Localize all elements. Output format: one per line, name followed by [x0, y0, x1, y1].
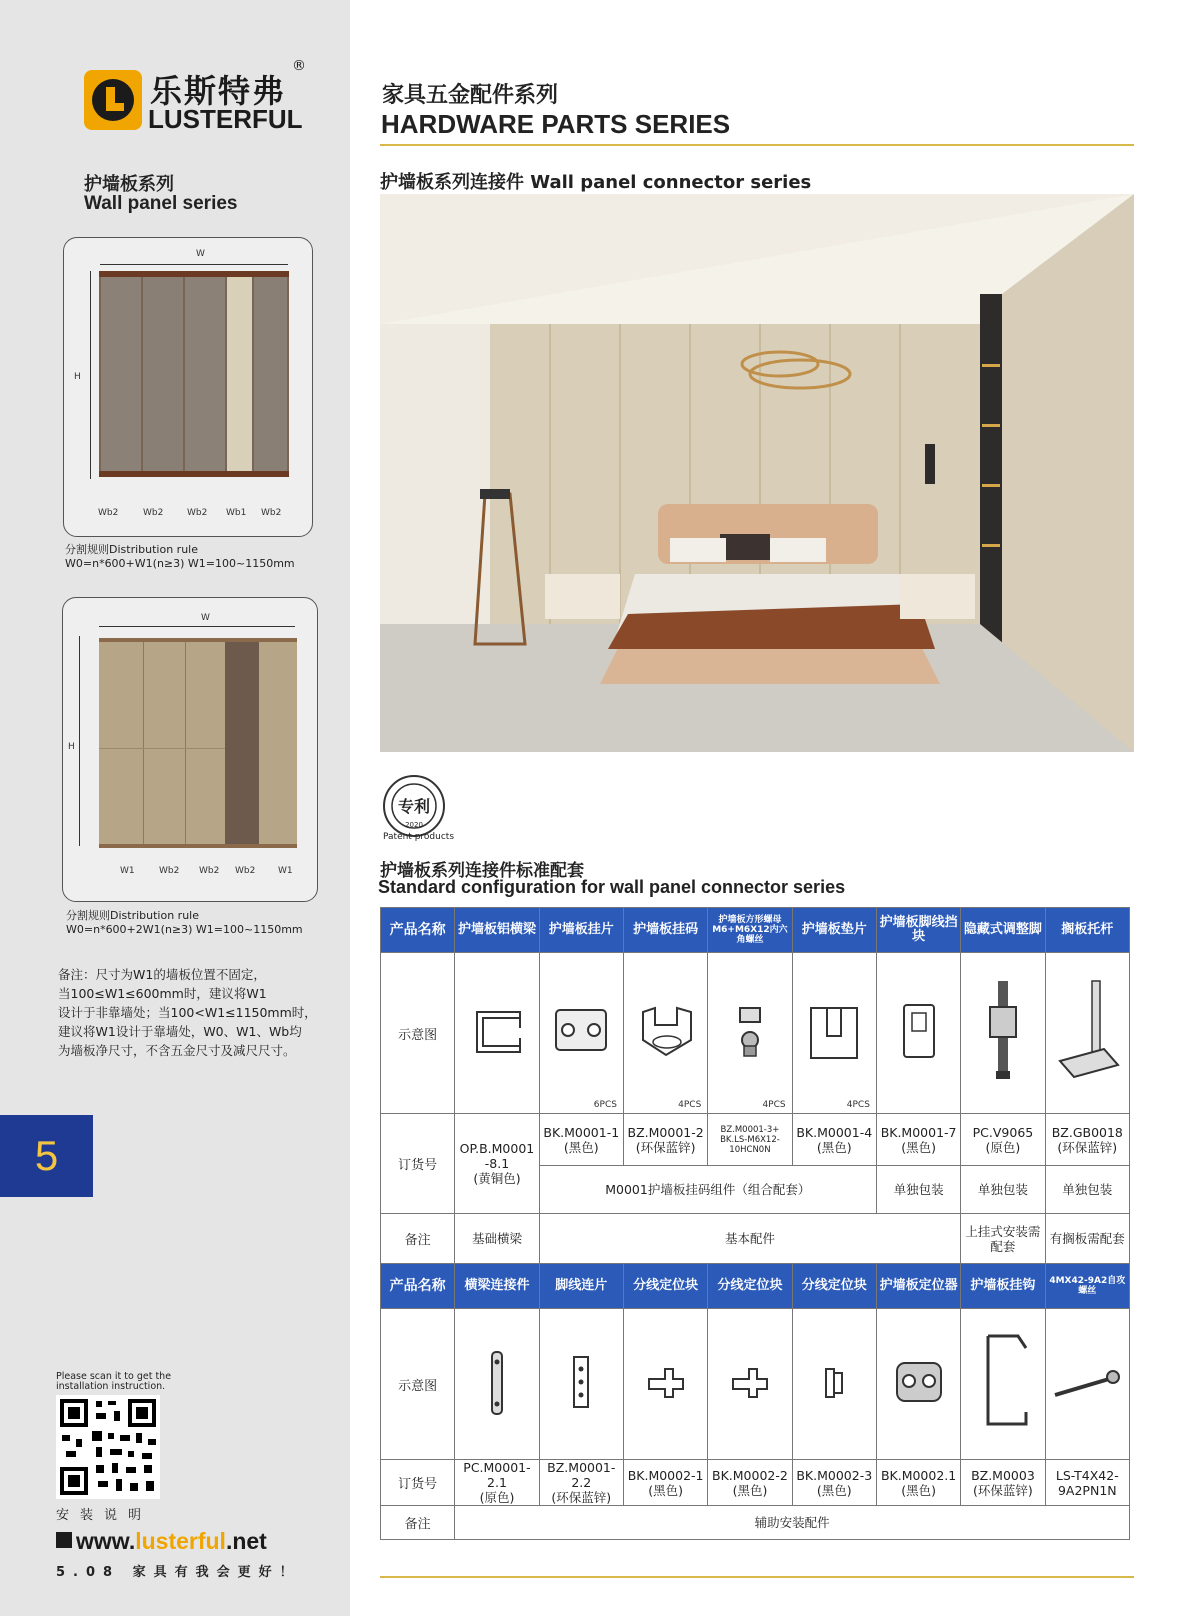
height-label: H — [74, 372, 81, 382]
remark-cell: 辅助安装配件 — [455, 1506, 1130, 1540]
table-header-cell: 产品名称 — [381, 908, 455, 953]
panel-width-label: Wb2 — [98, 508, 119, 518]
panel-width-label: Wb2 — [261, 508, 282, 518]
std-title-cn: 护墙板系列连接件标准配套 — [380, 861, 584, 881]
order-code: BZ.M0003 (环保蓝锌) — [961, 1460, 1045, 1506]
table-header-cell: 分线定位块 — [623, 1264, 707, 1309]
table-row — [381, 1214, 1130, 1264]
remark-cell: 有搁板需配套 — [1045, 1214, 1129, 1264]
panel-diagram-1 — [63, 237, 313, 537]
pcs-label: 6PCS — [593, 1100, 617, 1110]
order-code: BZ.M0001-3+ BK.LS-M6X12- 10HCN0N — [708, 1114, 792, 1166]
registered-mark: ® — [292, 58, 306, 74]
width-label: W — [201, 613, 210, 623]
table-row — [381, 953, 1130, 1114]
skirting-block-icon — [876, 953, 960, 1114]
table-header-cell: 脚线连片 — [539, 1264, 623, 1309]
slogan: 5.08 家具有我会更好！ — [56, 1565, 301, 1580]
table-header-cell: 护墙板挂钩 — [961, 1264, 1045, 1309]
order-code: BK.M0002-1 (黑色) — [623, 1460, 707, 1506]
scan-instruction: Please scan it to get the installation instruction. — [56, 1371, 172, 1392]
table-row — [381, 1309, 1130, 1460]
order-code: BK.M0002-3 (黑色) — [792, 1460, 876, 1506]
order-code: OP.B.M0001 -8.1 (黄铜色) — [455, 1114, 539, 1214]
skirting-link-icon — [539, 1309, 623, 1460]
remark-cell: 基础横梁 — [455, 1214, 539, 1264]
panel-width-label: W1 — [120, 866, 135, 876]
page-number: 5 — [0, 1115, 93, 1197]
table-row — [381, 1506, 1130, 1540]
shelf-support-icon — [1045, 953, 1129, 1114]
panel-width-label: Wb1 — [226, 508, 247, 518]
distribution-rule-2: 分割规则Distribution rule W0=n*600+2W1(n≥3) W1=100~1150mm — [66, 909, 303, 936]
std-title-en: Standard configuration for wall panel connector series — [378, 877, 846, 897]
row-label: 示意图 — [381, 1309, 455, 1460]
package-combo: M0001护墙板挂码组件（组合配套） — [539, 1166, 876, 1214]
adjustable-foot-icon — [961, 953, 1045, 1114]
hanging-code-icon — [623, 953, 707, 1114]
package-single: 单独包装 — [1045, 1166, 1129, 1214]
width-label: W — [196, 249, 205, 259]
remark-cell: 基本配件 — [539, 1214, 961, 1264]
table-header-cell: 护墙板定位器 — [876, 1264, 960, 1309]
table-header-cell: 分线定位块 — [792, 1264, 876, 1309]
order-code: BK.M0001-7 (黑色) — [876, 1114, 960, 1166]
order-code: BZ.GB0018 (环保蓝锌) — [1045, 1114, 1129, 1166]
table-header-cell: 护墙板方形螺母M6+M6X12内六角螺丝 — [708, 908, 792, 953]
patent-year: 2020 — [405, 821, 423, 829]
table-header-cell: 4MX42-9A2自攻螺丝 — [1045, 1264, 1129, 1309]
table-header-cell: 护墙板挂片 — [539, 908, 623, 953]
panel-locator-icon — [876, 1309, 960, 1460]
panel-diagram-2 — [62, 597, 318, 902]
table-row — [381, 1460, 1130, 1506]
pcs-label: 4PCS — [762, 1100, 786, 1110]
package-single: 单独包装 — [961, 1166, 1045, 1214]
patent-label: Patent products — [383, 832, 455, 842]
table-header-row — [381, 1264, 1130, 1309]
installation-manual-label: 安装说明 — [56, 1508, 153, 1523]
pcs-label: 4PCS — [846, 1100, 870, 1110]
table-header-row — [381, 908, 1130, 953]
header-title-en: HARDWARE PARTS SERIES — [381, 109, 731, 139]
row-label: 备注 — [381, 1506, 455, 1540]
height-label: H — [68, 742, 75, 752]
panel-width-label: Wb2 — [187, 508, 208, 518]
panel-width-label: Wb2 — [159, 866, 180, 876]
brand-name-en: LUSTERFUL — [148, 104, 303, 134]
hanging-plate-icon — [539, 953, 623, 1114]
order-code: BZ.M0001-2 (环保蓝锌) — [623, 1114, 707, 1166]
panel-width-label: W1 — [278, 866, 293, 876]
order-code: BK.M0001-4 (黑色) — [792, 1114, 876, 1166]
order-code: LS-T4X42- 9A2PN1N — [1045, 1460, 1129, 1506]
qr-code-icon[interactable] — [56, 1395, 160, 1499]
header-divider — [380, 144, 1134, 146]
order-code: BK.M0002-2 (黑色) — [708, 1460, 792, 1506]
order-code: BK.M0002.1 (黑色) — [876, 1460, 960, 1506]
section-title: 护墙板系列连接件 Wall panel connector series — [380, 172, 812, 193]
wall-panel-illustration-2 — [99, 638, 297, 848]
row-label: 订货号 — [381, 1114, 455, 1214]
table-header-cell: 护墙板铝横梁 — [455, 908, 539, 953]
table-header-cell: 横梁连接件 — [455, 1264, 539, 1309]
panel-width-label: Wb2 — [143, 508, 164, 518]
table-header-cell: 护墙板垫片 — [792, 908, 876, 953]
order-code: BK.M0001-1 (黑色) — [539, 1114, 623, 1166]
external-link-icon — [56, 1532, 72, 1548]
table-header-cell: 隐藏式调整脚 — [961, 908, 1045, 953]
website-url[interactable]: www.lusterful.net — [56, 1528, 267, 1555]
table-header-cell: 搁板托杆 — [1045, 908, 1129, 953]
positioning-block-icon — [792, 1309, 876, 1460]
footer-divider — [380, 1576, 1134, 1578]
remark-cell: 上挂式安装需配套 — [961, 1214, 1045, 1264]
spec-table — [380, 907, 1130, 1540]
patent-badge-icon — [380, 772, 448, 840]
panel-hook-icon — [961, 1309, 1045, 1460]
positioning-block-icon — [623, 1309, 707, 1460]
logo-icon — [84, 70, 142, 130]
pcs-label: 4PCS — [678, 1100, 702, 1110]
row-label: 示意图 — [381, 953, 455, 1114]
beam-connector-icon — [455, 1309, 539, 1460]
spacer-icon — [792, 953, 876, 1114]
panel-width-label: Wb2 — [199, 866, 220, 876]
tapping-screw-icon — [1045, 1309, 1129, 1460]
wall-panel-illustration-1 — [99, 271, 289, 477]
panel-width-label: Wb2 — [235, 866, 256, 876]
positioning-block-icon — [708, 1309, 792, 1460]
sidebar-note: 备注：尺寸为W1的墙板位置不固定， 当100≤W1≤600mm时，建议将W1 设计于非靠墙处；当100<W1≤1150mm时， 建议将W1设计于靠墙处，W0、W1、Wb均 为墙板净尺寸，不含五金尺寸及减尺尺寸。 — [58, 967, 317, 1058]
order-code: BZ.M0001-2.2 (环保蓝锌) — [539, 1460, 623, 1506]
table-header-cell: 护墙板脚线挡块 — [876, 908, 960, 953]
distribution-rule-1: 分割规则Distribution rule W0=n*600+W1(n≥3) W1=100~1150mm — [65, 543, 295, 570]
table-header-cell: 护墙板挂码 — [623, 908, 707, 953]
row-label: 备注 — [381, 1214, 455, 1264]
row-label: 订货号 — [381, 1460, 455, 1506]
table-header-cell: 分线定位块 — [708, 1264, 792, 1309]
sidebar-title-en: Wall panel series — [84, 193, 238, 214]
brand-name-cn: 乐斯特弗 — [150, 72, 287, 110]
table-row — [381, 1114, 1130, 1166]
nut-screw-icon — [708, 953, 792, 1114]
sidebar-title-cn: 护墙板系列 — [84, 174, 174, 195]
aluminum-beam-icon — [455, 953, 539, 1114]
package-single: 单独包装 — [876, 1166, 960, 1214]
header-title-cn: 家具五金配件系列 — [382, 83, 559, 108]
order-code: PC.V9065 (原色) — [961, 1114, 1045, 1166]
patent-badge-text: 专利 — [397, 797, 431, 816]
order-code: PC.M0001-2.1 (原色) — [455, 1460, 539, 1506]
table-header-cell: 产品名称 — [381, 1264, 455, 1309]
bedroom-photo — [380, 194, 1134, 752]
